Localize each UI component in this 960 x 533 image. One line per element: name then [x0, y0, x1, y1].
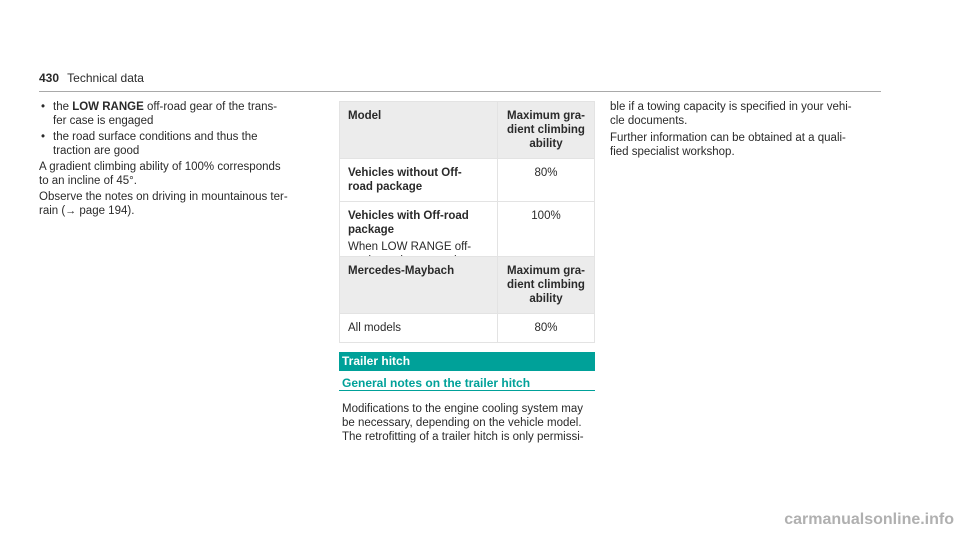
page-number: 430: [39, 71, 60, 85]
table-cell: All models: [340, 314, 498, 343]
bullet-text-bold: LOW RANGE: [72, 101, 144, 113]
crossref-link[interactable]: page 194).: [76, 205, 135, 217]
bullet-text-pre: the: [53, 101, 73, 113]
table-header-cell: Maximum gra- dient climbing ability: [498, 102, 595, 159]
cell-note: When LOW RANGE off-: [348, 241, 472, 253]
arrow-right-icon: →: [65, 205, 77, 217]
table-header-row: [340, 102, 595, 159]
bullet-text-post: off-road gear of the trans- fer case is engaged: [53, 101, 278, 127]
cell-label: Vehicles with Off-road package: [348, 210, 469, 236]
page-header: [39, 71, 881, 92]
trailer-paragraph: Modifications to the engine cooling system may be necessary, depending on the vehicle model. The retrofitting of a trailer hitch is only permissi-: [342, 403, 584, 443]
table-header-cell: Mercedes-Maybach: [340, 257, 498, 314]
table-header-cell: Model: [340, 102, 498, 159]
crossref-prefix: Observe the notes on driving in mountainous ter- rain (: [39, 191, 288, 217]
paragraph: ble if a towing capacity is specified in your vehi- cle documents.: [610, 101, 852, 127]
table-row: [340, 314, 595, 343]
table-cell: Vehicles without Off- road package: [340, 159, 498, 202]
left-column: [39, 100, 301, 220]
paragraph: Further information can be obtained at a quali- fied specialist workshop.: [610, 132, 846, 158]
table-cell: 80%: [498, 314, 595, 343]
watermark: carmanualsonline.info: [784, 511, 954, 528]
paragraph-crossref: [39, 190, 301, 218]
table-header-row: [340, 257, 595, 314]
table-header-cell: Maximum gra- dient climbing ability: [498, 257, 595, 314]
section-heading-bar: Trailer hitch: [339, 352, 595, 371]
gradient-table: [339, 101, 595, 277]
right-column: [610, 100, 890, 162]
bullet-item: [39, 130, 301, 158]
table-row: [340, 159, 595, 202]
table-cell: 80%: [498, 159, 595, 202]
subheading: General notes on the trailer hitch: [339, 376, 595, 391]
maybach-table: [339, 256, 595, 343]
paragraph: A gradient climbing ability of 100% corresponds to an incline of 45°.: [39, 161, 281, 187]
bullet-item: [39, 100, 301, 128]
section-title: Technical data: [67, 71, 144, 85]
table-cell: 100%: [498, 202, 595, 277]
bullet-text: the road surface conditions and thus the traction are good: [53, 131, 258, 157]
